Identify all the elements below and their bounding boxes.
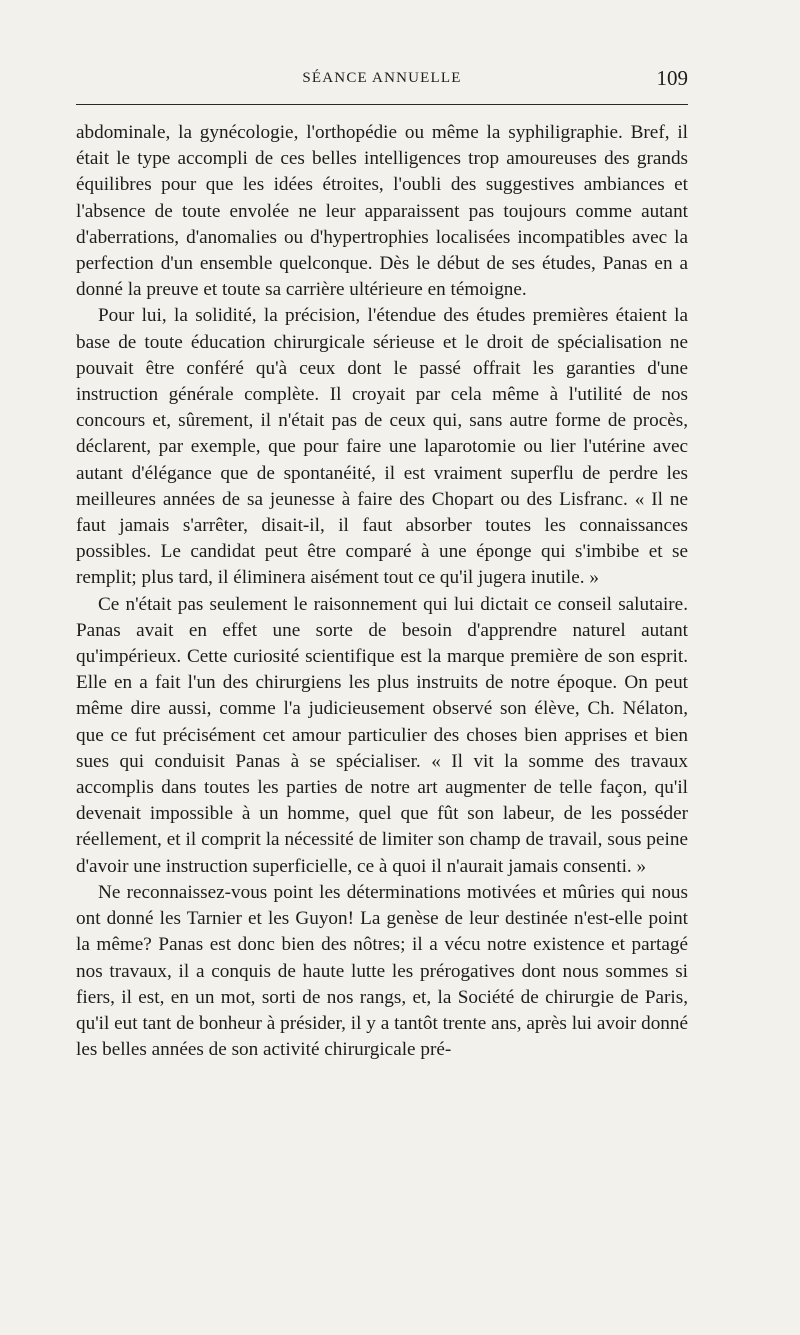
page-header bbox=[76, 68, 688, 94]
paragraph-2: Pour lui, la solidité, la précision, l'étendue des études premières étaient la base de toute éducation chirurgicale sérieuse et le droit de spécialisation ne pouvait être conféré qu'à ceux dont le passé offrait les garanties d'une instruction générale complète. Il croyait par cela même à l'utilité de nos concours et, sûrement, il n'était pas de ceux qui, sans autre forme de procès, déclarent, par exemple, que pour faire une laparotomie ou lier l'utérine avec autant d'élégance que de spontanéité, il est vraiment superflu de perdre les meilleures années de sa jeunesse à faire des Chopart ou des Lisfranc. « Il ne faut jamais s'arrêter, disait-il, il faut absorber toutes les connaissances possibles. Le candidat peut être comparé à une éponge qui s'imbibe et se remplit; plus tard, il éliminera aisément tout ce qu'il jugera inutile. » bbox=[76, 305, 688, 589]
running-title: SÉANCE ANNUELLE bbox=[302, 70, 462, 86]
paragraph-1: abdominale, la gynécologie, l'orthopédie ou même la syphiligraphie. Bref, il était le type accompli de ces belles intelligences trop amoureuses des grands équilibres pour que les idées étroites, l'oubli des suggestives ambiances et l'absence de toute envolée ne leur apparaissent pas toujours comme autant d'aberrations, d'anomalies ou d'hypertrophies localisées incompatibles avec la perfection d'un ensemble quelconque. Dès le début de ses études, Panas en a donné la preuve et toute sa carrière ultérieure en témoigne. bbox=[76, 122, 688, 301]
paragraph-3: Ce n'était pas seulement le raisonnement qui lui dictait ce conseil salutaire. Panas avait en effet une sorte de besoin d'apprendre naturel autant qu'impérieux. Cette curiosité scientifique est la marque première de son esprit. Elle en a fait l'un des chirurgiens les plus instruits de notre époque. On peut même dire aussi, comme l'a judicieusement observé son élève, Ch. Nélaton, que ce fut précisément cet amour particulier des choses bien apprises et bien sues qui conduisit Panas à se spécialiser. « Il vit la somme des travaux accomplis dans toutes les parties de notre art augmenter de telle façon, qu'il devenait impossible à un homme, quel que fût son labeur, de les posséder réellement, et il comprit la nécessité de limiter son champ de travail, sous peine d'avoir une instruction superficielle, ce à quoi il n'aurait jamais consenti. » bbox=[76, 593, 688, 877]
page-number: 109 bbox=[656, 66, 688, 90]
header-rule bbox=[76, 104, 688, 105]
paragraph-4: Ne reconnaissez-vous point les déterminations motivées et mûries qui nous ont donné les Tarnier et les Guyon! La genèse de leur destinée n'est-elle point la même? Panas est donc bien des nôtres; il a vécu notre existence et partagé nos travaux, il a conquis de haute lutte les prérogatives dont nous sommes si fiers, il est, en un mot, sorti de nos rangs, et, la Société de chirurgie de Paris, qu'il eut tant de bonheur à présider, il y a tantôt trente ans, après lui avoir donné les belles années de son activité chirurgicale pré- bbox=[76, 881, 688, 1061]
body-text bbox=[76, 120, 688, 1063]
